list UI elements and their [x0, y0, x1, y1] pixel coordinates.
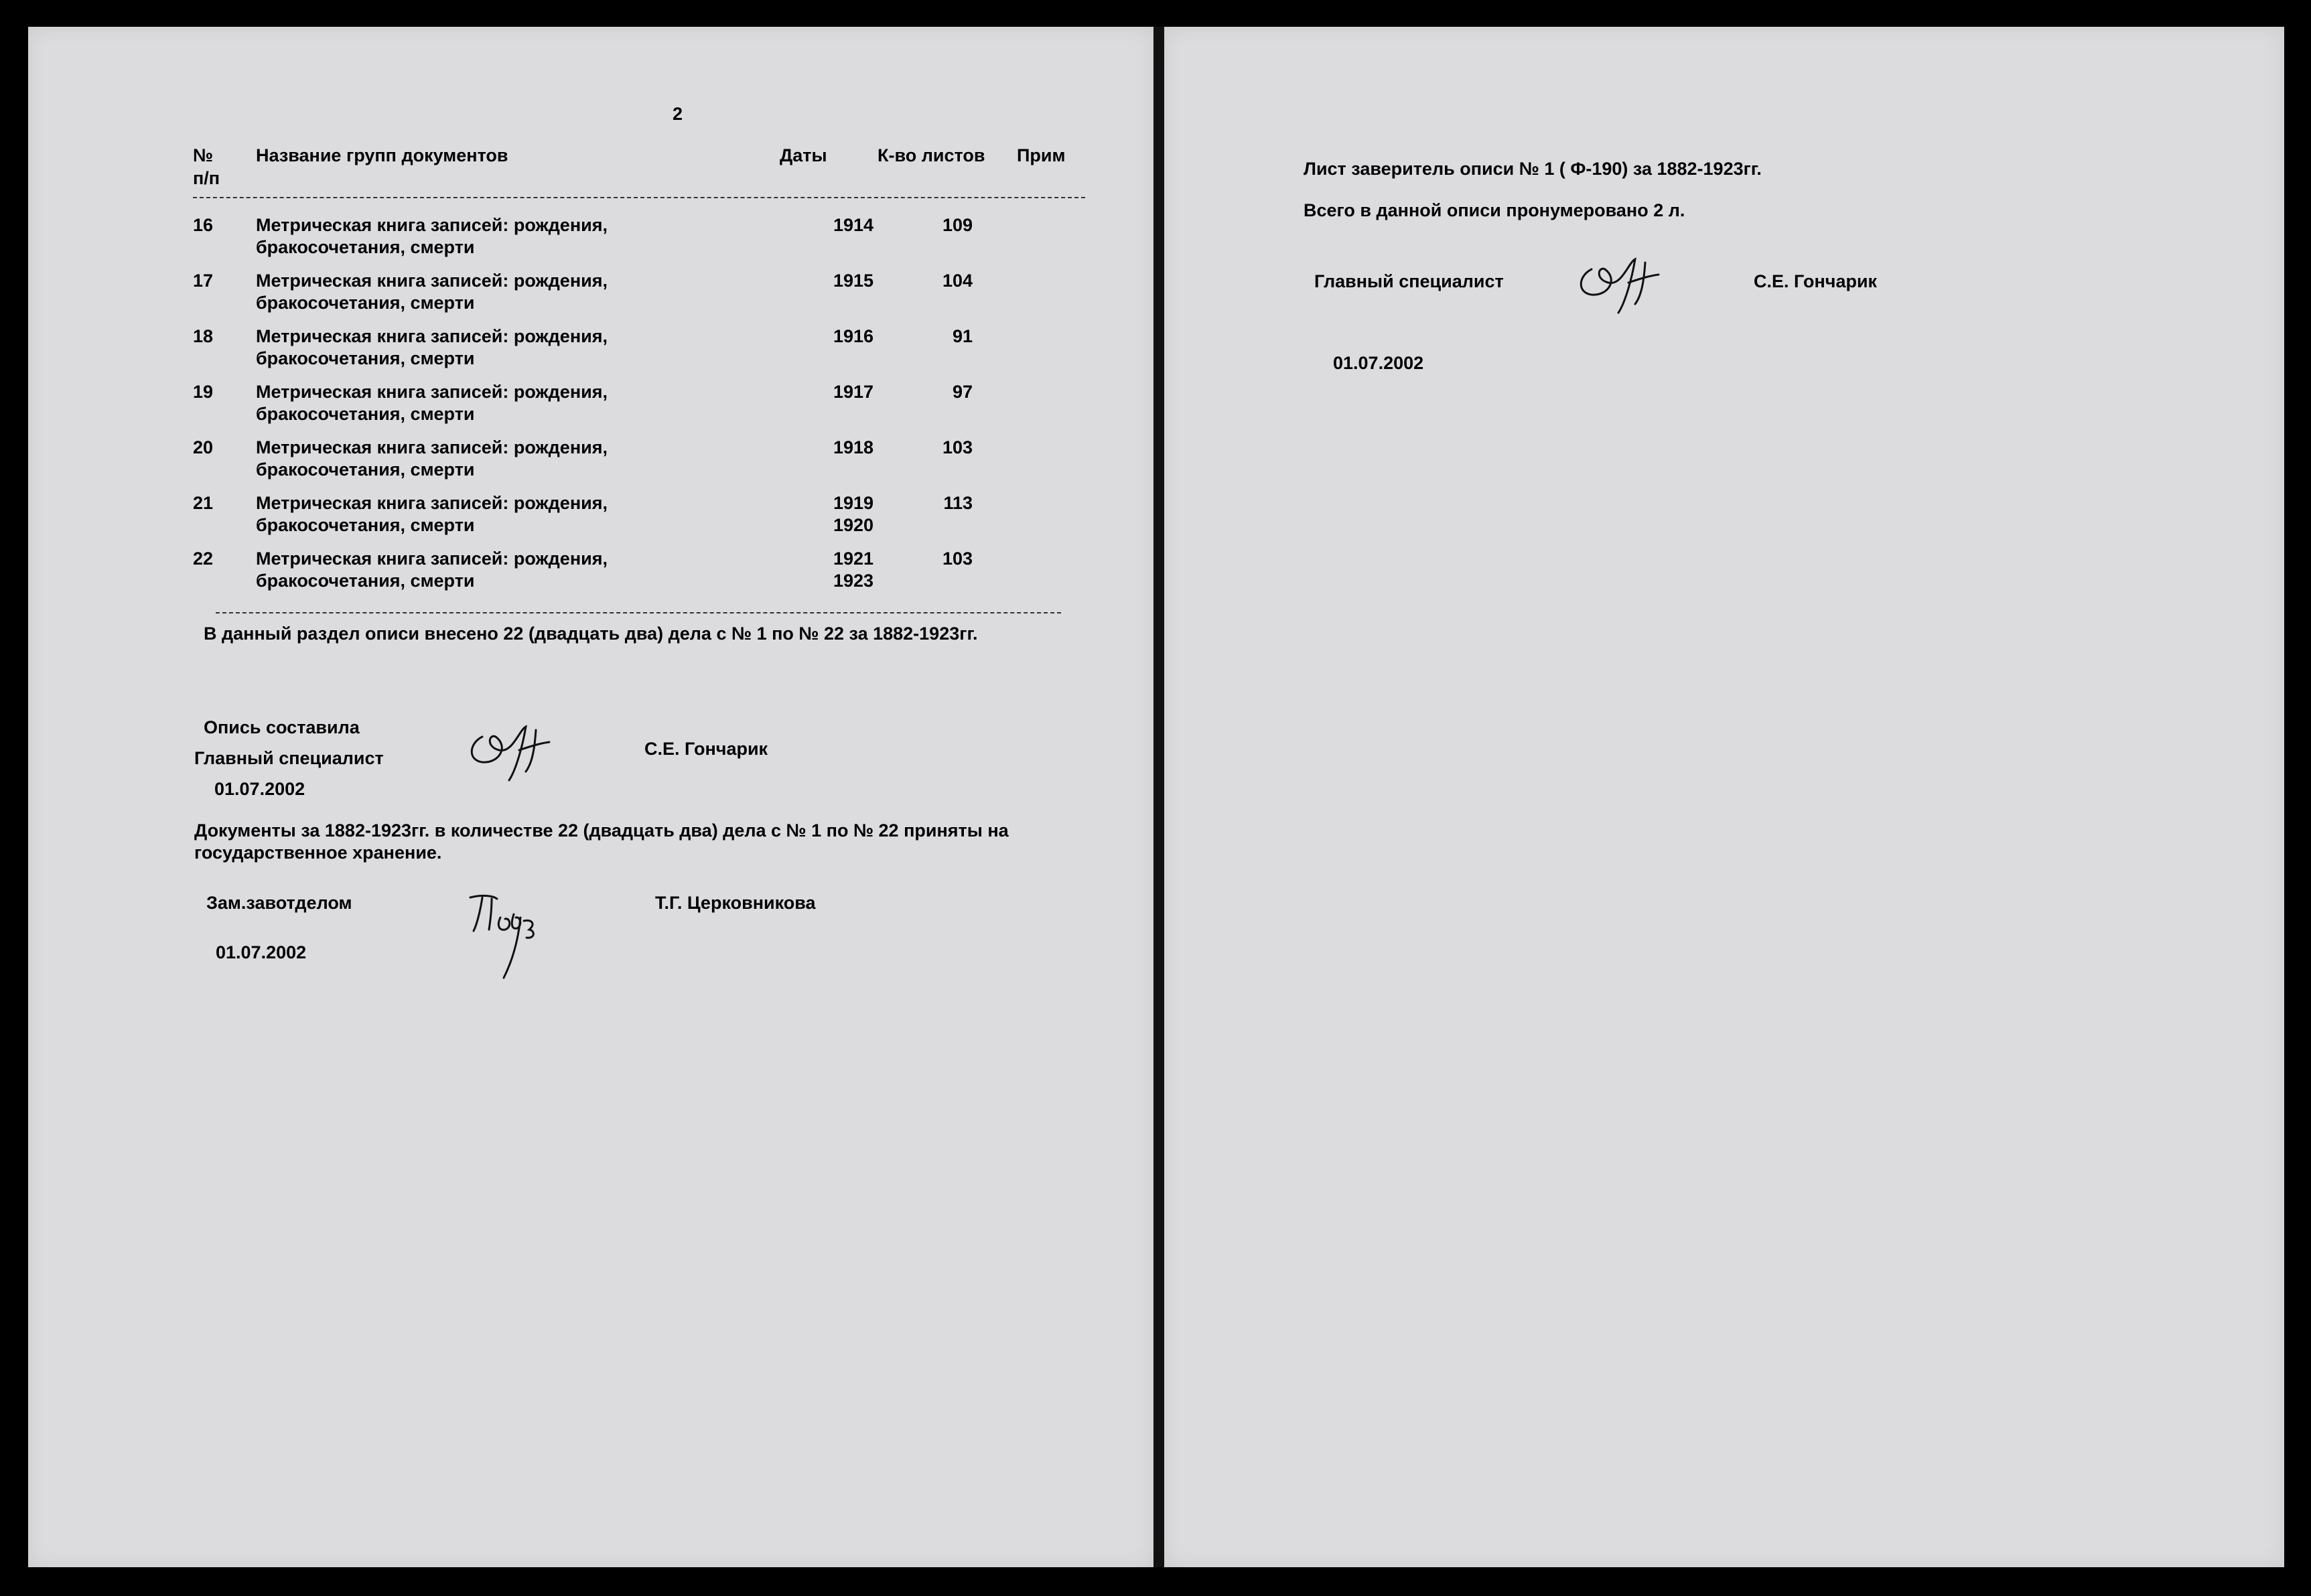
- row-name: Метрическая книга записей: рождения,: [256, 271, 608, 291]
- book-spine: [1153, 27, 1164, 1567]
- certificate-date: 01.07.2002: [1333, 353, 1424, 373]
- row-date: 1914: [833, 215, 874, 235]
- row-date: 1917: [833, 382, 874, 402]
- compiled-date: 01.07.2002: [214, 779, 305, 799]
- page-number: 2: [673, 104, 683, 124]
- deputy-signature: [457, 877, 564, 985]
- header-sheets: К-во листов: [878, 145, 985, 165]
- row-sheets: 104: [942, 271, 973, 291]
- header-num: №: [193, 145, 214, 165]
- row-sheets: 97: [952, 382, 973, 402]
- header-note: Прим: [1017, 145, 1066, 165]
- row-date: 1915: [833, 271, 874, 291]
- certificate-title: Лист заверитель описи № 1 ( Ф-190) за 1882-1923гг.: [1304, 159, 1762, 179]
- deputy-name: Т.Г. Церковникова: [655, 893, 816, 913]
- row-name-cont: бракосочетания, смерти: [256, 293, 475, 313]
- right-page: [1164, 27, 2284, 1567]
- row-sheets: 103: [942, 437, 973, 457]
- row-name: Метрическая книга записей: рождения,: [256, 493, 608, 513]
- row-sheets: 113: [943, 493, 973, 513]
- left-page: [28, 27, 1153, 1567]
- row-date: 1921: [833, 549, 874, 569]
- row-name-cont: бракосочетания, смерти: [256, 571, 475, 591]
- row-name-cont: бракосочетания, смерти: [256, 515, 475, 535]
- compiled-label: Опись составила: [204, 717, 360, 737]
- row-name: Метрическая книга записей: рождения,: [256, 215, 608, 235]
- row-num: 22: [193, 549, 214, 569]
- header-name: Название групп документов: [256, 145, 508, 165]
- row-date-end: 1923: [833, 571, 874, 591]
- row-date-end: 1920: [833, 515, 874, 535]
- signer-name: С.Е. Гончарик: [1754, 271, 1878, 291]
- row-name-cont: бракосочетания, смерти: [256, 348, 475, 368]
- row-sheets: 103: [942, 549, 973, 569]
- deputy-date: 01.07.2002: [216, 942, 307, 962]
- row-sheets: 109: [942, 215, 973, 235]
- header-num-sub: п/п: [193, 168, 220, 188]
- accepted-text-line1: Документы за 1882-1923гг. в количестве 22 (двадцать два) дела с № 1 по № 22 приняты на: [194, 820, 1009, 841]
- compiler-signature: [462, 710, 569, 790]
- row-num: 18: [193, 326, 214, 346]
- row-num: 21: [193, 493, 214, 513]
- row-name-cont: бракосочетания, смерти: [256, 404, 475, 424]
- row-date: 1916: [833, 326, 874, 346]
- row-date: 1918: [833, 437, 874, 457]
- header-dates: Даты: [780, 145, 827, 165]
- header-rule: [193, 197, 1085, 198]
- deputy-title: Зам.завотделом: [206, 893, 352, 913]
- row-num: 20: [193, 437, 214, 457]
- row-sheets: 91: [952, 326, 973, 346]
- row-num: 19: [193, 382, 214, 402]
- signer-title: Главный специалист: [1314, 271, 1504, 291]
- row-name: Метрическая книга записей: рождения,: [256, 326, 608, 346]
- row-name: Метрическая книга записей: рождения,: [256, 437, 608, 457]
- signer-signature: [1571, 242, 1679, 323]
- certificate-total: Всего в данной описи пронумеровано 2 л.: [1304, 200, 1685, 220]
- row-name-cont: бракосочетания, смерти: [256, 459, 475, 480]
- row-num: 16: [193, 215, 214, 235]
- compiler-title: Главный специалист: [194, 748, 384, 768]
- accepted-text-line2: государственное хранение.: [194, 843, 442, 863]
- row-date: 1919: [833, 493, 874, 513]
- footer-rule: [216, 612, 1061, 613]
- row-name: Метрическая книга записей: рождения,: [256, 549, 608, 569]
- row-name-cont: бракосочетания, смерти: [256, 237, 475, 257]
- row-num: 17: [193, 271, 214, 291]
- compiler-name: С.Е. Гончарик: [644, 739, 768, 759]
- section-summary: В данный раздел описи внесено 22 (двадцать два) дела с № 1 по № 22 за 1882-1923гг.: [204, 624, 978, 644]
- row-name: Метрическая книга записей: рождения,: [256, 382, 608, 402]
